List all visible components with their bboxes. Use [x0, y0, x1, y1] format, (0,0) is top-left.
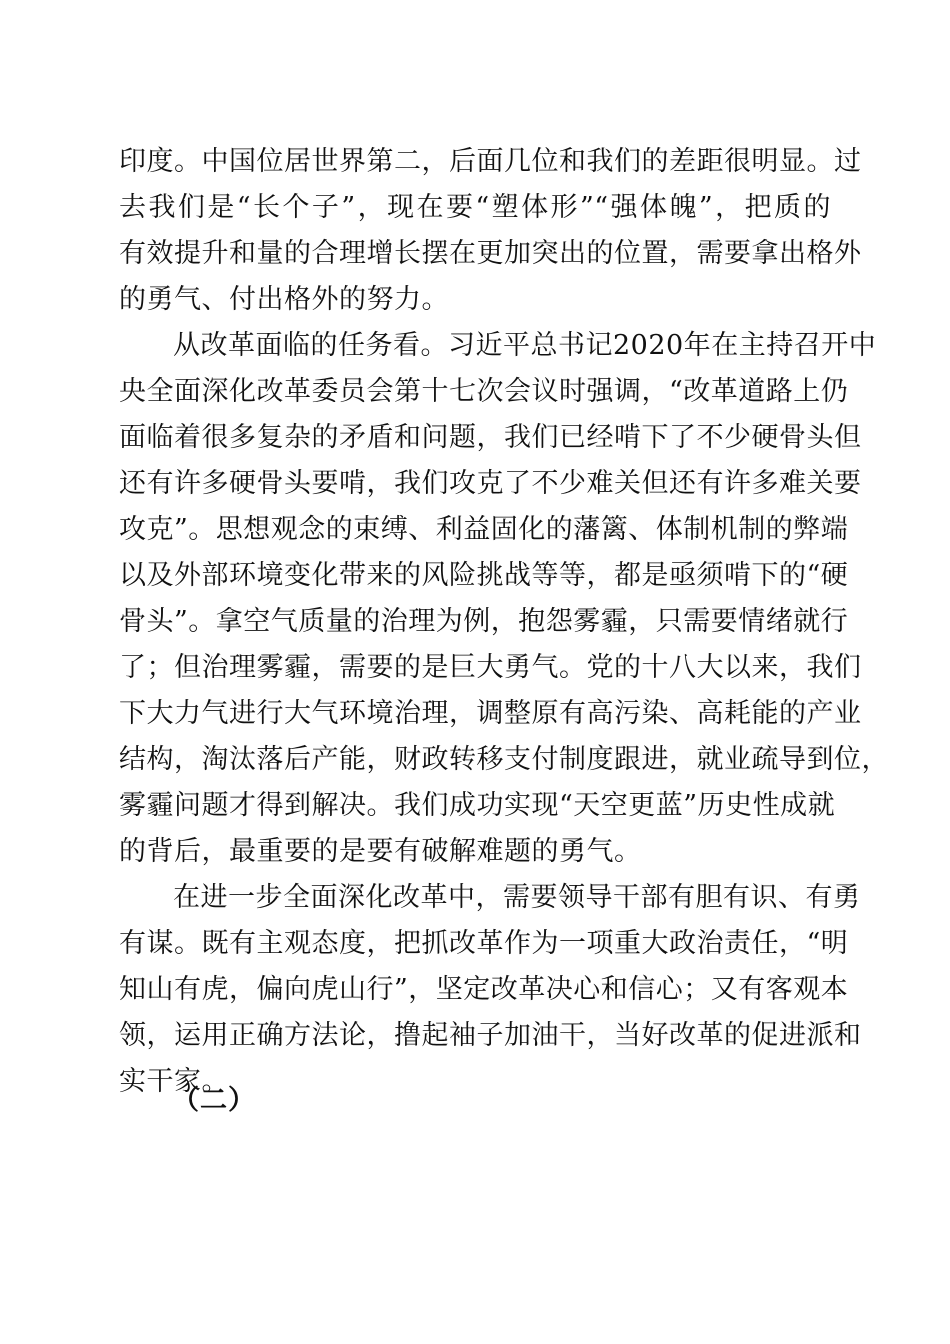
text-line: 面临着很多复杂的矛盾和问题，我们已经啃下了不少硬骨头但	[119, 422, 862, 453]
text-line: 了；但治理雾霾，需要的是巨大勇气。党的十八大以来，我们	[119, 652, 862, 683]
paragraph-1	[119, 139, 862, 323]
text-line: 实干家。	[119, 1066, 229, 1097]
text-line: 以及外部环境变化带来的风险挑战等等，都是亟须啃下的“硬	[119, 560, 849, 591]
text-line: 印度。中国位居世界第二，后面几位和我们的差距很明显。过	[119, 146, 862, 177]
text-line: 在进一步全面深化改革中，需要领导干部有胆有识、有勇	[173, 882, 861, 913]
text-line: 雾霾问题才得到解决。我们成功实现“天空更蓝”历史性成就	[119, 790, 836, 821]
text-line: 下大力气进行大气环境治理，调整原有高污染、高耗能的产业	[119, 698, 862, 729]
paragraph-2	[119, 323, 889, 875]
text-line: 领，运用正确方法论，撸起袖子加油干，当好改革的促进派和	[119, 1020, 862, 1051]
text-line: 去我们是“长个子”，现在要“塑体形”“强体魄”，把质的	[119, 192, 831, 223]
text-line: 的勇气、付出格外的努力。	[119, 284, 449, 315]
text-line: 结构，淘汰落后产能，财政转移支付制度跟进，就业疏导到位，	[119, 744, 889, 775]
text-line: 从改革面临的任务看。习近平总书记2020年在主持召开中	[173, 330, 877, 361]
text-line: 的背后，最重要的是要有破解难题的勇气。	[119, 836, 642, 867]
text-line: 知山有虎，偏向虎山行”，坚定改革决心和信心；又有客观本	[119, 974, 849, 1005]
text-line: 骨头”。拿空气质量的治理为例，抱怨雾霾，只需要情绪就行	[119, 606, 849, 637]
body-text	[119, 139, 889, 1105]
text-line: 央全面深化改革委员会第十七次会议时强调，“改革道路上仍	[119, 376, 849, 407]
section-heading: （二）	[172, 1085, 256, 1116]
text-line: 攻克”。思想观念的束缚、利益固化的藩篱、体制机制的弊端	[119, 514, 849, 545]
text-line: 还有许多硬骨头要啃，我们攻克了不少难关但还有许多难关要	[119, 468, 862, 499]
paragraph-3	[119, 875, 862, 1105]
text-line: 有效提升和量的合理增长摆在更加突出的位置，需要拿出格外	[119, 238, 862, 269]
text-line: 有谋。既有主观态度，把抓改革作为一项重大政治责任，“明	[119, 928, 849, 959]
